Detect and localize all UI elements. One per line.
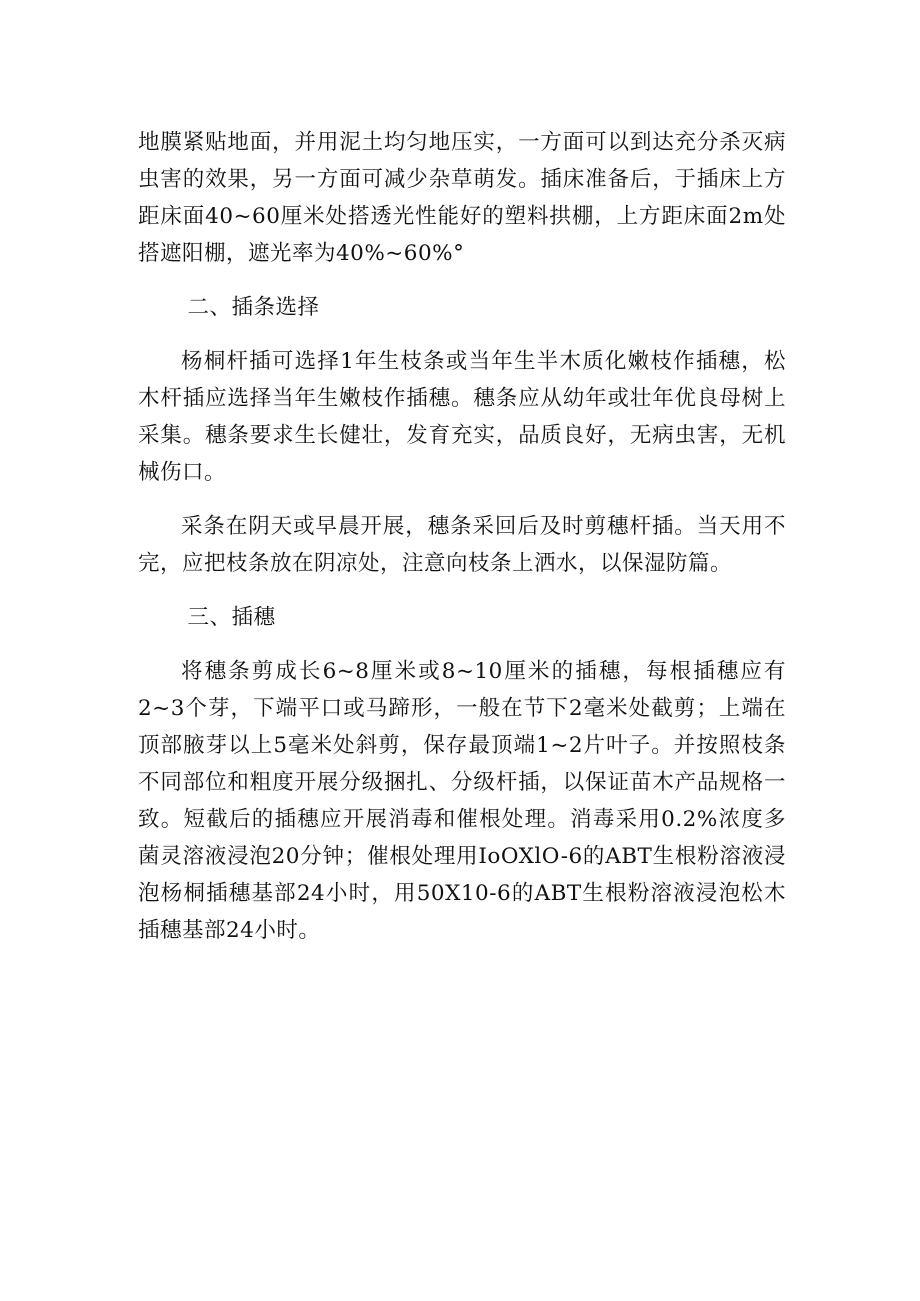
section-heading-cuttings: 三、插穗 [187,605,276,630]
section-heading-cutting-selection: 二、插条选择 [187,295,320,320]
paragraph-cutting-selection: 杨桐杆插可选择1年生枝条或当年生半木质化嫩枝作插穗，松木杆插应选择当年生嫩枝作插穗。穗条应从幼年或壮年优良母树上采集。穗条要求生长健壮，发育充实，品质良好，无病虫害，无机械伤口。 [138,349,786,485]
paragraph-plastic-film: 地膜紧贴地面，并用泥土均匀地压实，一方面可以到达充分杀灭病虫害的效果，另一方面可减少杂草萌发。插床准备后，于插床上方距床面40~60厘米处搭透光性能好的塑料拱棚，上方距床面2m处搭遮阳棚，遮光率为40%~60%° [138,130,786,266]
document-body [138,124,786,966]
paragraph-collection-timing: 采条在阴天或早晨开展，穗条采回后及时剪穗杆插。当天用不完，应把枝条放在阴凉处，注意向枝条上洒水，以保湿防篇。 [138,514,786,576]
paragraph-cutting-processing: 将穗条剪成长6~8厘米或8~10厘米的插穗，每根插穗应有2~3个芽，下端平口或马蹄形，一般在节下2毫米处截剪；上端在顶部腋芽以上5毫米处斜剪，保存最顶端1~2片叶子。并按照枝条不同部位和粗度开展分级捆扎、分级杆插，以保证苗木产品规格一致。短截后的插穗应开展消毒和催根处理。消毒采用0.2%浓度多菌灵溶液浸泡20分钟；催根处理用IoOXlO-6的ABT生根粉溶液浸泡杨桐插穗基部24小时，用50X10-6的ABT生根粉溶液浸泡松木插穗基部24小时。 [138,659,786,943]
